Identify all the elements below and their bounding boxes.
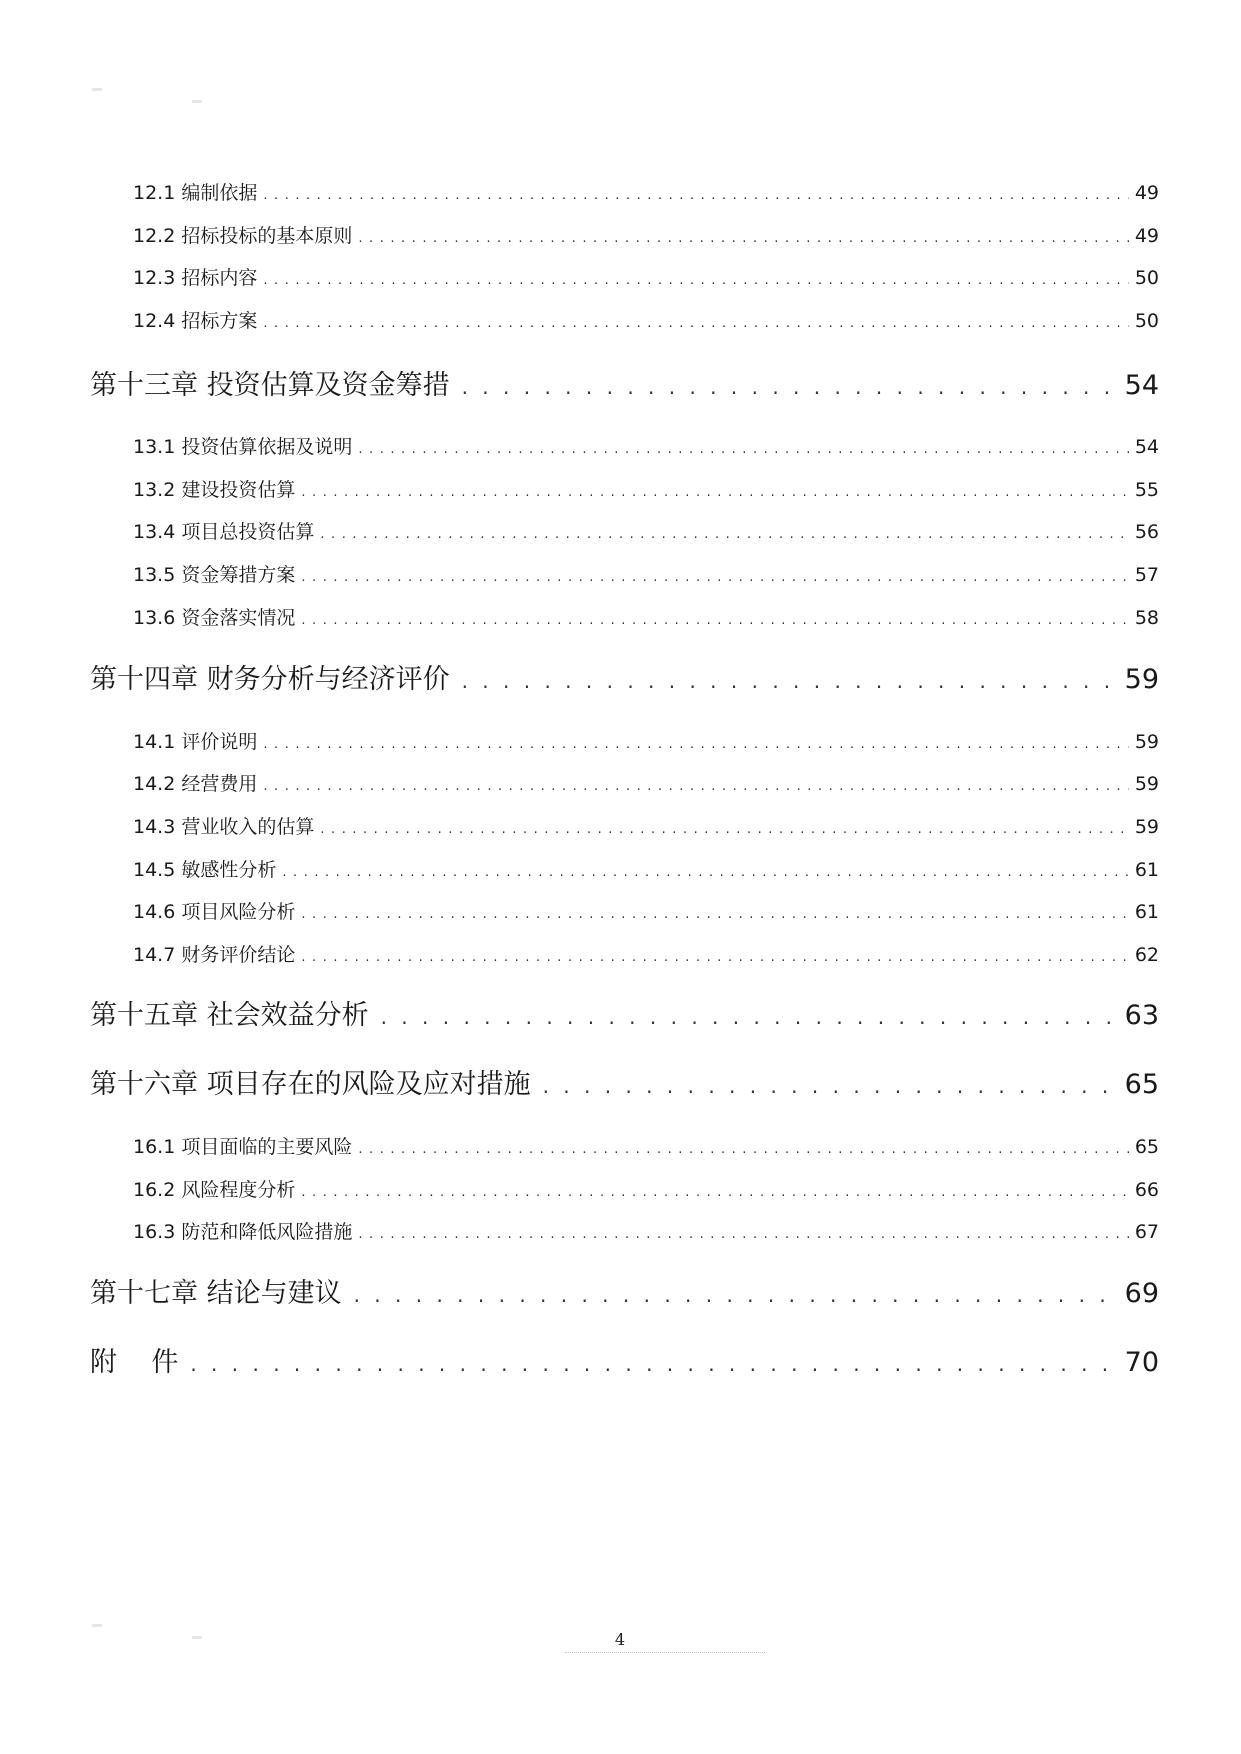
toc-entry-label: 16.2 风险程度分析 bbox=[133, 1179, 296, 1201]
toc-entry-page: 55 bbox=[1134, 479, 1159, 501]
toc-entry-page: 59 bbox=[1134, 816, 1159, 838]
toc-entry-label: 12.4 招标方案 bbox=[133, 310, 258, 332]
toc-entry[interactable] bbox=[133, 178, 1159, 204]
toc-entry-label: 12.2 招标投标的基本原则 bbox=[133, 225, 353, 247]
toc-entry[interactable] bbox=[133, 1175, 1159, 1201]
dot-leader bbox=[320, 527, 1128, 542]
dot-leader bbox=[301, 950, 1128, 965]
dot-leader bbox=[381, 1005, 1119, 1029]
toc-entry-label: 14.1 评价说明 bbox=[133, 731, 258, 753]
scan-mark bbox=[92, 1624, 102, 1627]
dot-leader bbox=[263, 273, 1128, 288]
toc-entry-page: 49 bbox=[1134, 225, 1159, 247]
toc-entry[interactable] bbox=[133, 769, 1159, 795]
toc-chapter-entry[interactable] bbox=[90, 657, 1159, 693]
toc-chapter-label: 第十四章 财务分析与经济评价 bbox=[90, 664, 450, 695]
dot-leader bbox=[462, 375, 1119, 399]
toc-entry[interactable] bbox=[133, 560, 1159, 586]
toc-entry-page: 59 bbox=[1134, 731, 1159, 753]
dot-leader bbox=[301, 570, 1128, 585]
toc-entry-label: 14.7 财务评价结论 bbox=[133, 944, 296, 966]
toc-entry[interactable] bbox=[133, 221, 1159, 247]
toc-entry[interactable] bbox=[133, 897, 1159, 923]
toc-entry-page: 57 bbox=[1134, 564, 1159, 586]
toc-entry-label: 12.1 编制依据 bbox=[133, 182, 258, 204]
toc-entry-page: 66 bbox=[1134, 1179, 1159, 1201]
toc-chapter-entry[interactable] bbox=[90, 1062, 1159, 1098]
toc-entry[interactable] bbox=[133, 940, 1159, 966]
toc-entry-label: 16.1 项目面临的主要风险 bbox=[133, 1136, 353, 1158]
toc-chapter-entry[interactable] bbox=[90, 1271, 1159, 1307]
toc-chapter-label: 第十五章 社会效益分析 bbox=[90, 1000, 369, 1031]
dot-leader bbox=[543, 1074, 1119, 1098]
scan-mark bbox=[92, 88, 102, 91]
dot-leader bbox=[320, 822, 1128, 837]
toc-entry-label: 14.3 营业收入的估算 bbox=[133, 816, 315, 838]
toc-entry[interactable] bbox=[133, 517, 1159, 543]
toc-entry-label: 13.6 资金落实情况 bbox=[133, 607, 296, 629]
toc-entry[interactable] bbox=[133, 812, 1159, 838]
toc-chapter-entry[interactable] bbox=[90, 1340, 1159, 1376]
toc-chapter-label: 第十七章 结论与建议 bbox=[90, 1278, 342, 1309]
dot-leader bbox=[263, 316, 1128, 331]
toc-entry-label: 13.2 建设投资估算 bbox=[133, 479, 296, 501]
toc-entry-label: 13.5 资金筹措方案 bbox=[133, 564, 296, 586]
toc-entry-page: 62 bbox=[1134, 944, 1159, 966]
scan-mark bbox=[192, 1636, 202, 1639]
toc-entry-page: 61 bbox=[1134, 859, 1159, 881]
toc-entry-page: 65 bbox=[1134, 1136, 1159, 1158]
dot-leader bbox=[301, 907, 1128, 922]
toc-entry[interactable] bbox=[133, 603, 1159, 629]
dot-leader bbox=[263, 779, 1128, 794]
toc-entry-label: 14.2 经营费用 bbox=[133, 773, 258, 795]
dot-leader bbox=[190, 1352, 1118, 1376]
dot-leader bbox=[358, 442, 1128, 457]
page-number: 4 bbox=[614, 1630, 626, 1649]
toc-entry-page: 56 bbox=[1134, 521, 1159, 543]
toc-chapter-entry[interactable] bbox=[90, 993, 1159, 1029]
dot-leader bbox=[354, 1283, 1119, 1307]
toc-entry-label: 13.4 项目总投资估算 bbox=[133, 521, 315, 543]
dot-leader bbox=[462, 669, 1119, 693]
toc-chapter-label: 第十三章 投资估算及资金筹措 bbox=[90, 370, 450, 401]
toc-entry-label: 14.6 项目风险分析 bbox=[133, 901, 296, 923]
toc-entry[interactable] bbox=[133, 1217, 1159, 1243]
toc-chapter-page: 63 bbox=[1124, 1000, 1159, 1031]
toc-entry-label: 12.3 招标内容 bbox=[133, 267, 258, 289]
toc-chapter-page: 54 bbox=[1124, 370, 1159, 401]
toc-entry[interactable] bbox=[133, 1132, 1159, 1158]
dot-leader bbox=[301, 485, 1128, 500]
toc-entry-label: 16.3 防范和降低风险措施 bbox=[133, 1221, 353, 1243]
toc-entry[interactable] bbox=[133, 263, 1159, 289]
scan-mark bbox=[192, 100, 202, 103]
toc-entry[interactable] bbox=[133, 432, 1159, 458]
dot-leader bbox=[282, 865, 1128, 880]
toc-entry-label: 13.1 投资估算依据及说明 bbox=[133, 436, 353, 458]
toc-entry-page: 59 bbox=[1134, 773, 1159, 795]
toc-entry[interactable] bbox=[133, 475, 1159, 501]
toc-chapter-label: 附 件 bbox=[90, 1347, 179, 1378]
toc-entry-page: 49 bbox=[1134, 182, 1159, 204]
toc-entry[interactable] bbox=[133, 855, 1159, 881]
toc-chapter-label: 第十六章 项目存在的风险及应对措施 bbox=[90, 1069, 531, 1100]
dot-leader bbox=[301, 1185, 1128, 1200]
toc-entry-page: 54 bbox=[1134, 436, 1159, 458]
toc-entry-page: 50 bbox=[1134, 267, 1159, 289]
footer-rule bbox=[565, 1652, 765, 1654]
toc-entry[interactable] bbox=[133, 727, 1159, 753]
toc-chapter-page: 70 bbox=[1124, 1347, 1159, 1378]
dot-leader bbox=[301, 613, 1128, 628]
dot-leader bbox=[358, 1227, 1128, 1242]
dot-leader bbox=[263, 737, 1128, 752]
toc-entry-page: 50 bbox=[1134, 310, 1159, 332]
toc-entry-page: 58 bbox=[1134, 607, 1159, 629]
toc-entry-page: 61 bbox=[1134, 901, 1159, 923]
toc-chapter-entry[interactable] bbox=[90, 363, 1159, 399]
toc-chapter-page: 69 bbox=[1124, 1278, 1159, 1309]
toc-entry-label: 14.5 敏感性分析 bbox=[133, 859, 277, 881]
toc-entry[interactable] bbox=[133, 306, 1159, 332]
dot-leader bbox=[263, 188, 1128, 203]
toc-entry-page: 67 bbox=[1134, 1221, 1159, 1243]
dot-leader bbox=[358, 1142, 1128, 1157]
toc-chapter-page: 59 bbox=[1124, 664, 1159, 695]
dot-leader bbox=[358, 231, 1128, 246]
toc-chapter-page: 65 bbox=[1124, 1069, 1159, 1100]
